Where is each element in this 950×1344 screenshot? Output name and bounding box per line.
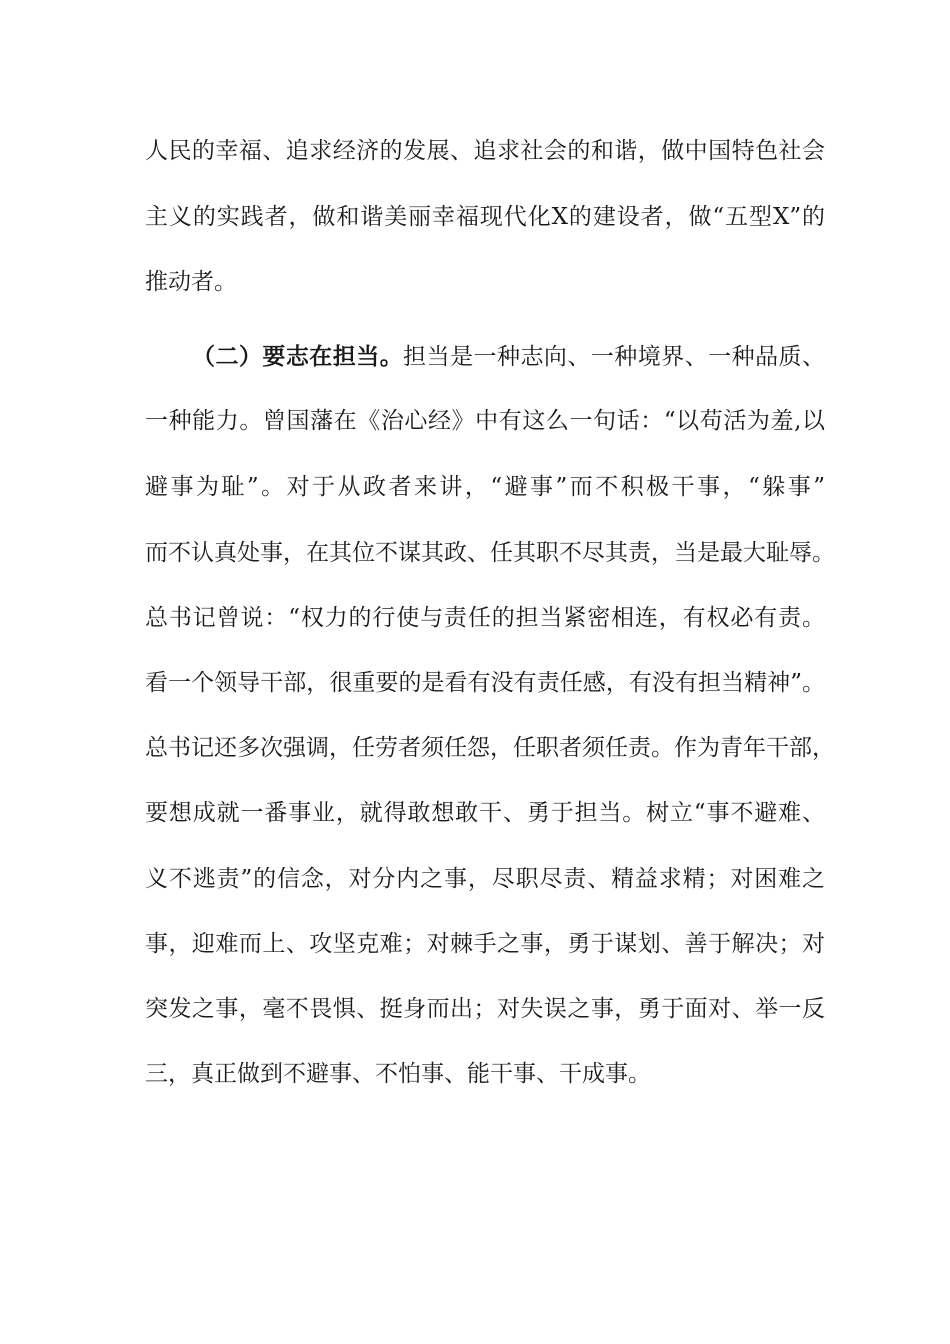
paragraph-line: 主义的实践者，做和谐美丽幸福现代化X的建设者，做“五型X”的 — [145, 204, 825, 230]
paragraph-line: 一种能力。曾国藩在《治心经》中有这么一句话：“以苟活为羞,以 — [145, 408, 825, 434]
paragraph-line: 避事为耻”。对于从政者来讲，“避事”而不积极干事，“躲事” — [145, 474, 825, 500]
paragraph-line: 要想成就一番事业，就得敢想敢干、勇于担当。树立“事不避难、 — [145, 800, 825, 826]
paragraph-line: 推动者。 — [145, 269, 237, 295]
paragraph-line: 事，迎难而上、攻坚克难；对棘手之事，勇于谋划、善于解决；对 — [145, 931, 825, 957]
paragraph-line: 三，真正做到不避事、不怕事、能干事、干成事。 — [145, 1061, 651, 1087]
section-heading-continuation: 担当是一种志向、一种境界、一种品质、 — [403, 344, 826, 370]
section-heading-line — [192, 337, 825, 377]
paragraph-line: 突发之事，毫不畏惧、挺身而出；对失误之事，勇于面对、举一反 — [145, 996, 825, 1022]
section-heading: （二）要志在担当。 — [192, 343, 404, 370]
paragraph-line: 看一个领导干部，很重要的是看有没有责任感，有没有担当精神”。 — [145, 670, 825, 696]
paragraph-line: 总书记还多次强调，任劳者须任怨，任职者须任责。作为青年干部， — [145, 735, 835, 761]
paragraph-line: 总书记曾说：“权力的行使与责任的担当紧密相连，有权必有责。 — [145, 605, 825, 631]
paragraph-line: 而不认真处事，在其位不谋其政、任其职不尽其责，当是最大耻辱。 — [145, 540, 835, 566]
paragraph-line: 义不逃责”的信念，对分内之事，尽职尽责、精益求精；对困难之 — [145, 866, 825, 892]
paragraph-line: 人民的幸福、追求经济的发展、追求社会的和谐，做中国特色社会 — [145, 138, 825, 164]
